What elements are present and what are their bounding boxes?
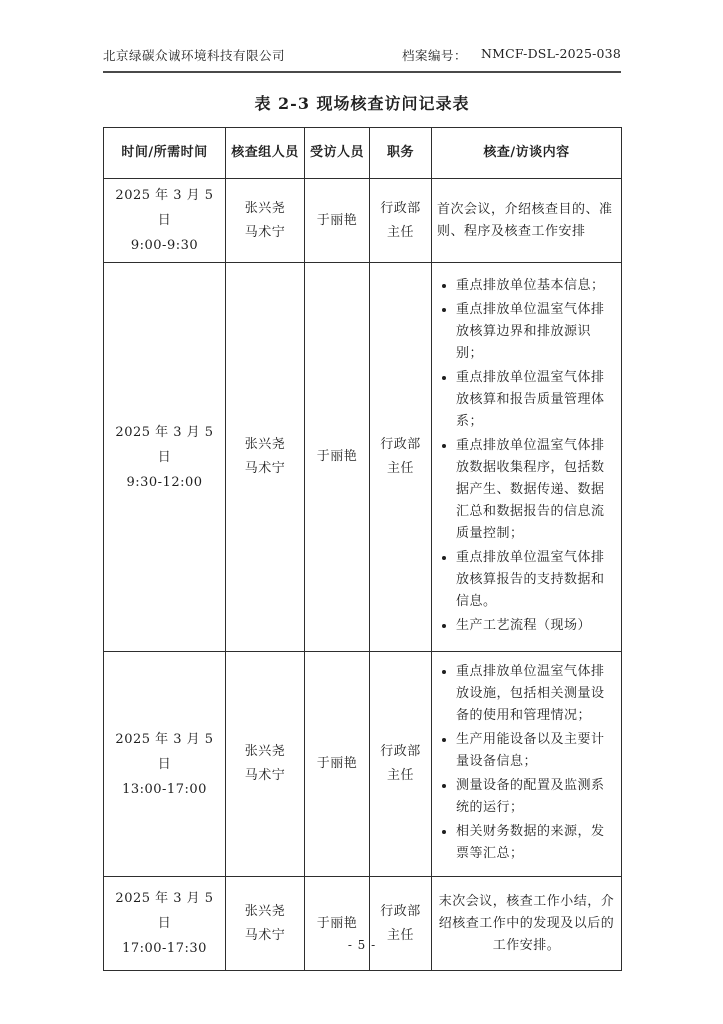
cell-content: 末次会议，核查工作小结，介绍核查工作中的发现及以后的工作安排。	[432, 877, 622, 971]
bullet-item: • 重点排放单位温室气体排放设施，包括相关测量设备的使用和管理情况；	[456, 661, 616, 727]
bullet-item: • 重点排放单位基本信息；	[456, 275, 616, 297]
cell-position	[370, 263, 432, 652]
cell-time	[104, 179, 226, 263]
bullet-item: • 重点排放单位温室气体排放核算和报告质量管理体系；	[456, 367, 616, 433]
position-line: 主任	[386, 927, 414, 943]
cell-verifiers	[226, 263, 305, 652]
time-range-text: 9:30-12:00	[126, 474, 203, 490]
cell-position	[370, 652, 432, 877]
verifier-name: 张兴尧	[244, 744, 286, 759]
date-text: 2025 年 3 月 5 日	[115, 891, 214, 931]
col-header-interviewee: 受访人员	[305, 128, 370, 179]
table-row	[104, 179, 622, 263]
cell-interviewee: 于丽艳	[305, 877, 370, 971]
bullet-list	[437, 661, 616, 865]
time-range-text: 13:00-17:00	[122, 781, 207, 797]
cell-verifiers	[226, 877, 305, 971]
verifier-name: 马术宁	[244, 927, 286, 943]
table-header-row	[104, 128, 622, 179]
archive-label: 档案编号：	[401, 48, 467, 63]
cell-content	[432, 263, 622, 652]
cell-interviewee: 于丽艳	[305, 263, 370, 652]
cell-time	[104, 877, 226, 971]
document-header	[103, 46, 621, 73]
cell-position	[370, 877, 432, 971]
bullet-item: • 重点排放单位温室气体排放数据收集程序，包括数据产生、数据传递、数据汇总和数据报告的信息流质量控制；	[456, 435, 616, 545]
bullet-item: • 重点排放单位温室气体排放核算边界和排放源识别；	[456, 299, 616, 365]
page-title: 表 2-3 现场核查访问记录表	[254, 94, 470, 113]
verifier-name: 张兴尧	[244, 200, 286, 216]
cell-interviewee: 于丽艳	[305, 652, 370, 877]
verifier-name: 马术宁	[244, 461, 286, 476]
site-visit-record-table	[103, 127, 622, 971]
cell-content	[432, 652, 622, 877]
date-text: 2025 年 3 月 5 日	[115, 731, 214, 772]
cell-content: 首次会议，介绍核查目的、准则、程序及核查工作安排	[432, 179, 622, 263]
position-line: 行政部	[380, 200, 421, 216]
cell-position	[370, 179, 432, 263]
cell-time	[104, 263, 226, 652]
position-line: 行政部	[380, 903, 421, 919]
time-range-text: 9:00-9:30	[130, 238, 199, 253]
verifier-name: 马术宁	[244, 224, 286, 240]
col-header-position: 职务	[370, 128, 432, 179]
cell-verifiers	[226, 652, 305, 877]
bullet-item: • 生产工艺流程（现场）	[456, 615, 616, 637]
table-row	[104, 877, 622, 971]
col-header-content: 核查/访谈内容	[432, 128, 622, 179]
time-range-text: 17:00-17:30	[122, 941, 207, 956]
bullet-item: • 重点排放单位温室气体排放核算报告的支持数据和信息。	[456, 547, 616, 613]
col-header-verifiers: 核查组人员	[226, 128, 305, 179]
date-text: 2025 年 3 月 5 日	[115, 188, 214, 228]
page-number: - 5 -	[347, 938, 377, 952]
table-row	[104, 263, 622, 652]
col-header-time: 时间/所需时间	[104, 128, 226, 179]
position-line: 行政部	[380, 744, 421, 759]
cell-verifiers	[226, 179, 305, 263]
date-text: 2025 年 3 月 5 日	[115, 424, 214, 465]
bullet-item: • 测量设备的配置及监测系统的运行；	[456, 775, 616, 819]
position-line: 主任	[386, 768, 414, 783]
archive-number-block	[402, 46, 621, 64]
bullet-item: • 相关财务数据的来源，发票等汇总；	[456, 821, 616, 865]
position-line: 主任	[386, 461, 414, 476]
bullet-list	[437, 275, 616, 637]
verifier-name: 张兴尧	[244, 903, 286, 919]
cell-interviewee: 于丽艳	[305, 179, 370, 263]
verifier-name: 张兴尧	[244, 437, 286, 452]
position-line: 行政部	[380, 437, 421, 452]
position-line: 主任	[386, 224, 414, 240]
archive-number: NMCF-DSL-2025-038	[480, 46, 621, 61]
verifier-name: 马术宁	[244, 768, 286, 783]
table-row	[104, 652, 622, 877]
bullet-item: • 生产用能设备以及主要计量设备信息；	[456, 729, 616, 773]
cell-time	[104, 652, 226, 877]
company-name: 北京绿碳众诚环境科技有限公司	[103, 48, 286, 63]
